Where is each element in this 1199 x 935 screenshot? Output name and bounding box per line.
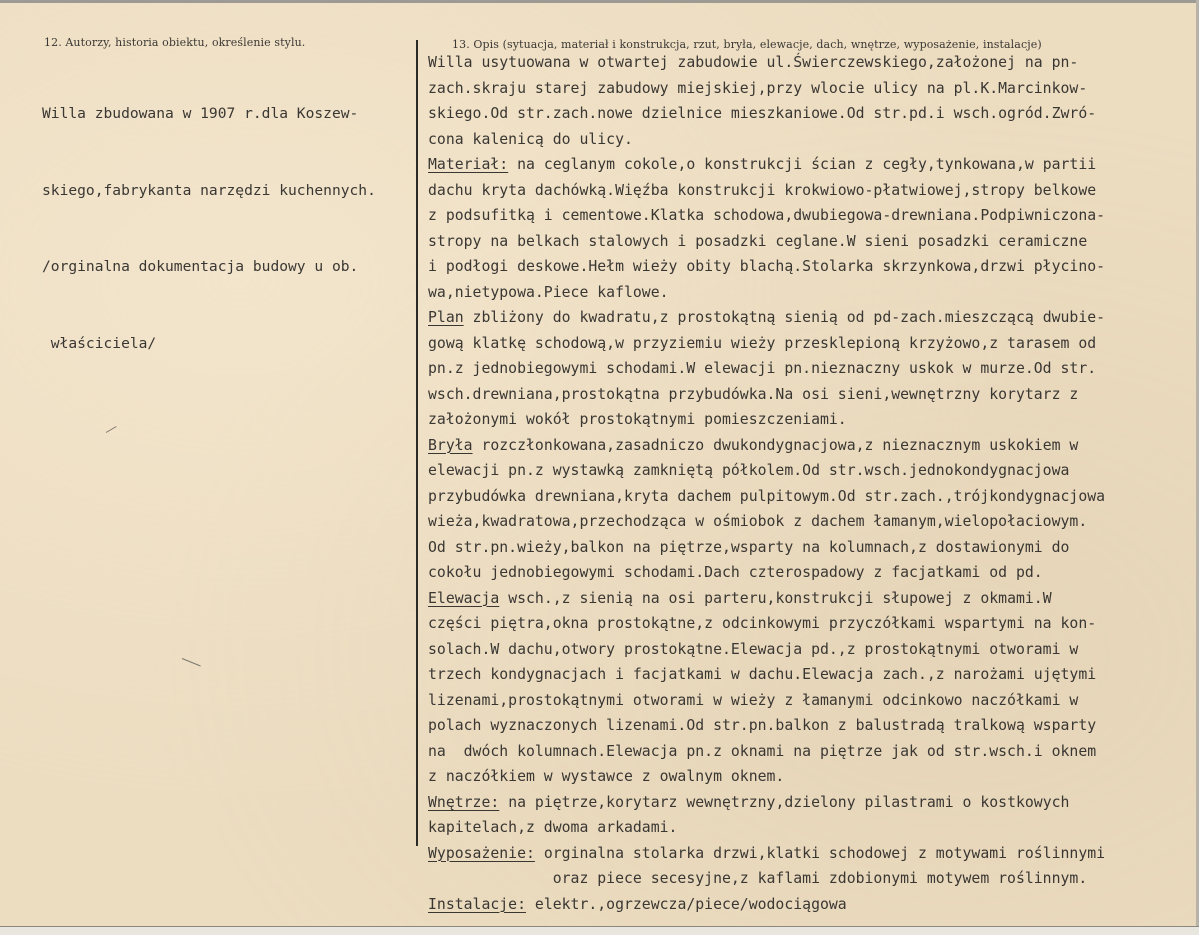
description-line-text: cona kalenicą do ulicy.	[428, 130, 633, 148]
description-line-text: na ceglanym cokole,o konstrukcji ścian z cegły,tynkowana,w partii	[508, 156, 1097, 173]
section-heading: Instalacje:	[428, 895, 526, 913]
description-line-text: skiego.Od str.zach.nowe dzielnice mieszkaniowe.Od str.pd.i wsch.ogród.Zwró-	[428, 105, 1097, 122]
history-line: /orginalna dokumentacja budowy u ob.	[42, 258, 359, 275]
description-line	[428, 841, 1105, 867]
description-line-text: z naczółkiem w wystawce z owalnym oknem.	[428, 768, 785, 785]
history-line: skiego,fabrykanta narzędzi kuchennych.	[42, 181, 376, 199]
history-text	[42, 50, 376, 407]
description-line	[428, 254, 1105, 280]
description-line	[428, 637, 1105, 663]
description-line	[428, 356, 1105, 382]
section-heading: Wnętrze:	[428, 793, 500, 811]
description-line-text: kapitelach,z dwoma arkadami.	[428, 819, 678, 836]
description-line-text: na piętrze,korytarz wewnętrzny,dzielony pilastrami o kostkowych	[499, 793, 1070, 811]
description-line	[428, 50, 1105, 76]
description-line	[428, 509, 1105, 535]
description-line-text: i podłogi deskowe.Hełm wieży obity blachą.Stolarka skrzynkowa,drzwi płycino-	[428, 258, 1106, 275]
description-line	[428, 790, 1105, 816]
description-text	[428, 50, 1105, 917]
section-heading: Wyposażenie:	[428, 844, 535, 862]
description-line	[428, 433, 1105, 459]
description-line-text: założonymi wokół prostokątnymi pomieszczeniami.	[428, 411, 847, 428]
description-line	[428, 662, 1105, 688]
description-line-text: wa,nietypowa.Piece kaflowe.	[428, 283, 669, 301]
description-line	[428, 586, 1105, 612]
description-line-text: zach.skraju starej zabudowy miejskiej,przy wlocie ulicy na pl.K.Marcinkow-	[428, 79, 1088, 97]
description-line	[428, 560, 1105, 586]
description-line	[428, 331, 1105, 357]
description-line	[428, 611, 1105, 637]
section-heading: Plan	[428, 309, 464, 326]
description-line-text: pn.z jednobiegowymi schodami.W elewacji pn.nieznaczny uskok w murze.Od str.	[428, 360, 1097, 377]
description-line-text: stropy na belkach stalowych i posadzki ceglane.W sieni posadzki ceramiczne	[428, 232, 1088, 250]
section-heading: Bryła	[428, 436, 473, 454]
description-line-text: polach wyznaczonych lizenami.Od str.pn.balkon z balustradą tralkową wsparty	[428, 717, 1097, 734]
description-line-text: zbliżony do kwadratu,z prostokątną sienią od pd-zach.mieszczącą dwubie-	[463, 309, 1106, 326]
card-top-edge	[0, 0, 1199, 3]
description-line-text: wieża,kwadratowa,przechodząca w ośmiobok z dachem łamanym,wielopołaciowym.	[428, 513, 1088, 530]
description-line-text: wsch.,z sienią na osi parteru,konstrukcji słupowej z okmami.W	[499, 589, 1052, 607]
description-line	[428, 484, 1105, 510]
description-line-text: orginalna stolarka drzwi,klatki schodowej z motywami roślinnymi	[534, 844, 1106, 862]
description-line	[428, 892, 1105, 918]
description-line	[428, 815, 1105, 841]
description-line-text: dachu kryta dachówką.Więźba konstrukcji krokwiowo-płatwiowej,stropy belkowe	[428, 181, 1097, 199]
description-line-text: Willa usytuowana w otwartej zabudowie ul.Świerczewskiego,założonej na pn-	[428, 54, 1079, 71]
description-line	[428, 280, 1105, 306]
description-line-text: wsch.drewniana,prostokątna przybudówka.Na osi sieni,wewnętrzny korytarz z	[428, 385, 1079, 403]
description-line-text: elewacji pn.z wystawką zamkniętą półkolem.Od str.wsch.jednokondygnacjowa	[428, 462, 1070, 479]
section-heading: Materiał:	[428, 156, 509, 173]
field-13-label: 13. Opis (sytuacja, materiał i konstrukcja, rzut, bryła, elewacje, dach, wnętrze, wyposażenie, instalacje)	[452, 38, 1042, 51]
section-heading: Elewacja	[428, 589, 500, 607]
description-line	[428, 76, 1105, 102]
history-line: Willa zbudowana w 1907 r.dla Koszew-	[42, 105, 359, 122]
description-line	[428, 407, 1105, 433]
description-line	[428, 764, 1105, 790]
field-12-label: 12. Autorzy, historia obiektu, określenie stylu.	[44, 36, 306, 49]
description-line-text: trzech kondygnacjach i facjatkami w dachu.Elewacja zach.,z narożami ujętymi	[428, 666, 1097, 683]
description-line-text: przybudówka drewniana,kryta dachem pulpitowym.Od str.zach.,trójkondygnacjowa	[428, 487, 1106, 505]
description-line	[428, 688, 1105, 714]
history-line: właściciela/	[42, 334, 157, 352]
description-line-text: Od str.pn.wieży,balkon na piętrze,wsparty na kolumnach,z dostawionymi do	[428, 538, 1070, 556]
description-line	[428, 229, 1105, 255]
description-line	[428, 382, 1105, 408]
description-line	[428, 535, 1105, 561]
description-line	[428, 101, 1105, 127]
description-line	[428, 203, 1105, 229]
description-line	[428, 127, 1105, 153]
description-line-text: oraz piece secesyjne,z kaflami zdobionymi motywem roślinnym.	[428, 870, 1088, 887]
description-line	[428, 458, 1105, 484]
description-line-text: lizenami,prostokątnymi otworami w wieży z łamanymi odcinkowo naczółkami w	[428, 691, 1079, 709]
description-line-text: gową klatkę schodową,w przyziemiu wieży przesklepioną krzyżowo,z tarasem od	[428, 334, 1097, 352]
description-line	[428, 739, 1105, 765]
description-line-text: z podsufitką i cementowe.Klatka schodowa,dwubiegowa-drewniana.Podpiwniczona-	[428, 207, 1106, 224]
description-line-text: rozczłonkowana,zasadniczo dwukondygnacjowa,z nieznacznym uskokiem w	[472, 436, 1079, 454]
description-line	[428, 305, 1105, 331]
description-line	[428, 713, 1105, 739]
description-line-text: części piętra,okna prostokątne,z odcinkowymi przyczółkami wspartymi na kon-	[428, 615, 1097, 632]
paper-scratch	[182, 658, 201, 666]
paper-scratch	[106, 426, 117, 433]
description-line-text: cokołu jednobiegowymi schodami.Dach czterospadowy z facjatkami od pd.	[428, 564, 1043, 581]
description-line-text: solach.W dachu,otwory prostokątne.Elewacja pd.,z prostokątnymi otworami w	[428, 640, 1079, 658]
description-line	[428, 866, 1105, 892]
description-line	[428, 152, 1105, 178]
description-line-text: elektr.,ogrzewcza/piece/wodociągowa	[526, 895, 847, 913]
description-line-text: na dwóch kolumnach.Elewacja pn.z oknami na piętrze jak od str.wsch.i oknem	[428, 742, 1097, 760]
description-line	[428, 178, 1105, 204]
column-divider	[416, 40, 418, 846]
